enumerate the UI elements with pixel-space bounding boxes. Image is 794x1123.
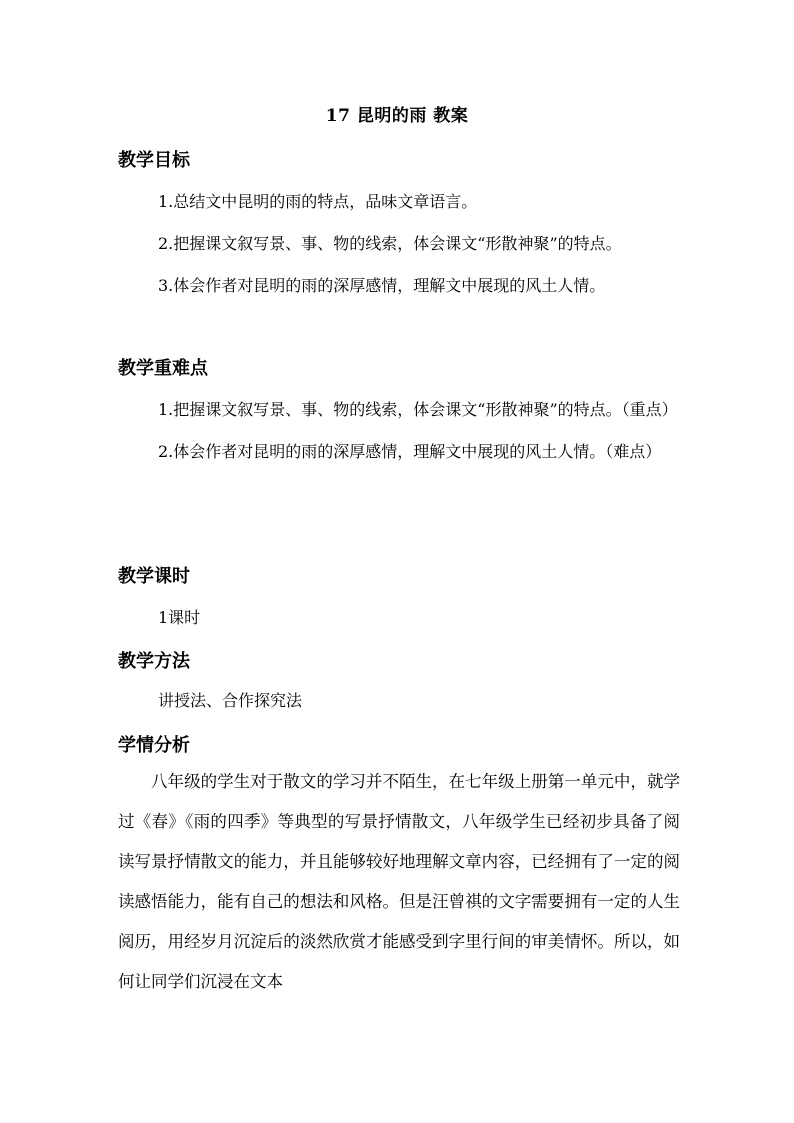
objective-item-3: 3.体会作者对昆明的雨的深厚感情，理解文中展现的风土人情。 <box>158 276 606 295</box>
section-heading-methods: 教学方法 <box>118 651 190 672</box>
key-point-item-2: 2.体会作者对昆明的雨的深厚感情，理解文中展现的风土人情。（难点） <box>158 442 662 461</box>
section-key-points <box>118 357 680 467</box>
objective-item-1: 1.总结文中昆明的雨的特点，品味文章语言。 <box>158 192 478 211</box>
section-analysis <box>118 734 680 1002</box>
key-point-item-1: 1.把握课文叙写景、事、物的线索，体会课文“形散神聚”的特点。（重点） <box>158 400 678 419</box>
analysis-text: 八年级的学生对于散文的学习并不陌生，在七年级上册第一单元中，就学过《春》《雨的四季》等典型的写景抒情散文，八年级学生已经初步具备了阅读写景抒情散文的能力，并且能够较好地理解文章内容，已经拥有了一定的阅读感悟能力，能有自己的想法和风格。但是汪曾祺的文字需要拥有一定的人生阅历，用经岁月沉淀后的淡然欣赏才能感受到字里行间的审美情怀。所以，如何让同学们沉浸在文本 <box>118 772 680 991</box>
hours-text: 1课时 <box>158 608 201 627</box>
objective-item-2: 2.把握课文叙写景、事、物的线索，体会课文“形散神聚”的特点。 <box>158 234 622 253</box>
section-methods <box>118 650 680 716</box>
methods-text: 讲授法、合作探究法 <box>158 691 303 710</box>
section-heading-key-points: 教学重难点 <box>118 358 208 379</box>
section-hours <box>118 565 680 633</box>
section-heading-hours: 教学课时 <box>118 566 190 587</box>
section-heading-objectives: 教学目标 <box>118 150 190 171</box>
section-heading-analysis: 学情分析 <box>118 735 190 756</box>
section-objectives <box>118 149 680 301</box>
document-title: 17 昆明的雨 教案 <box>325 106 469 126</box>
